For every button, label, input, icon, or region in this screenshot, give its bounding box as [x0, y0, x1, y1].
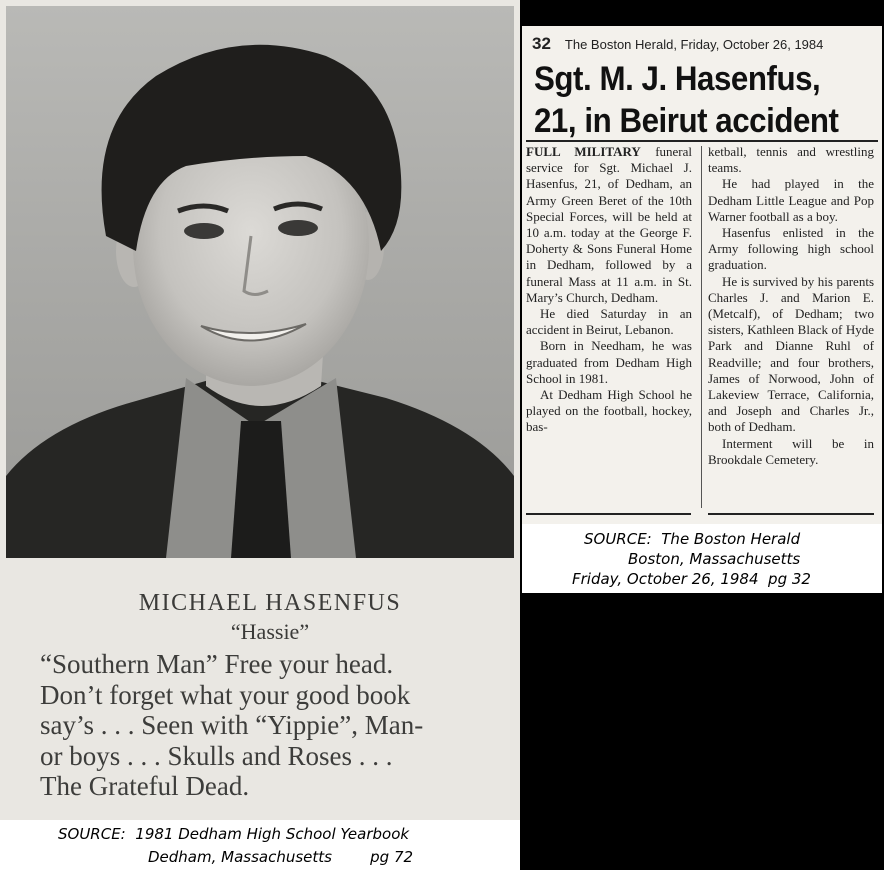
column-end-rule [526, 513, 691, 515]
quote-line: The Grateful Dead. [40, 771, 250, 801]
article-paragraph: Hasenfus enlisted in the Army following high school graduation. [708, 225, 874, 273]
article-paragraph: He died Saturday in an accident in Beirut, Lebanon. [526, 306, 692, 338]
article-column-1 [526, 144, 692, 436]
lead-caps: FULL MILITARY [526, 144, 641, 159]
headline-rule [526, 140, 878, 142]
article-paragraph: At Dedham High School he played on the football, hockey, bas- [526, 387, 692, 435]
headline-line-2: 21, in Beirut accident [534, 102, 839, 140]
page-number: 32 [532, 34, 551, 53]
student-nickname: “Hassie” [230, 619, 310, 644]
column-divider [701, 146, 702, 508]
portrait-illustration [6, 6, 514, 558]
newspaper-clipping [522, 26, 882, 524]
yearbook-source-line-2: Dedham, Massachusetts pg 72 [148, 848, 414, 866]
quote-line: say’s . . . Seen with “Yippie”, Man- [40, 710, 424, 740]
newspaper-source-line-1: SOURCE: The Boston Herald [584, 530, 801, 548]
headline [534, 58, 851, 142]
article-paragraph: He had played in the Dedham Little League and Pop Warner football as a boy. [708, 176, 874, 224]
newspaper-masthead [532, 34, 877, 54]
newspaper-source-line-3: Friday, October 26, 1984 pg 32 [572, 570, 811, 588]
article-paragraph: ketball, tennis and wrestling teams. [708, 144, 874, 176]
article-paragraph [526, 144, 692, 306]
quote-line: Don’t forget what your good book [40, 679, 411, 710]
yearbook-portrait-photo [6, 6, 514, 558]
article-paragraph: He is survived by his parents Charles J. and Marion E. (Metcalf), of Dedham; two sisters, Kathleen Black of Hyde Park and Dianne Ruhl of Readville; and four brothers, James of Norwood, John of Lakeview Terrace, California, and Joseph and Charles Jr., both of Dedham. [708, 273, 874, 435]
masthead-text: The Boston Herald, Friday, October 26, 1984 [564, 37, 824, 52]
article-paragraph: Born in Needham, he was graduated from Dedham High School in 1981. [526, 338, 692, 386]
yearbook-source-line-1: SOURCE: 1981 Dedham High School Yearbook [58, 825, 410, 843]
newspaper-source-line-2: Boston, Massachusetts [628, 550, 801, 568]
student-name: MICHAEL HASENFUS [138, 590, 402, 616]
lead-text: funeral service for Sgt. Michael J. Hasenfus, 21, of Dedham, an Army Green Beret of the 10th Special Forces, will be held at 10 a.m. today at the George F. Doherty & Sons Funeral Home in Dedham, followed by a funeral Mass at 11 a.m. in St. Mary’s Church, Dedham. [526, 144, 692, 305]
quote-line: “Southern Man” Free your head. [40, 649, 394, 679]
yearbook-caption [40, 590, 500, 802]
headline-line-1: Sgt. M. J. Hasenfus, [534, 60, 821, 98]
yearbook-source-caption [0, 820, 520, 870]
article-column-2 [708, 144, 874, 468]
newspaper-source-caption [522, 524, 882, 593]
article-paragraph: Interment will be in Brookdale Cemetery. [708, 435, 874, 467]
column-end-rule [708, 513, 874, 515]
yearbook-quote [40, 649, 500, 802]
quote-line: or boys . . . Skulls and Roses . . . [40, 740, 393, 771]
